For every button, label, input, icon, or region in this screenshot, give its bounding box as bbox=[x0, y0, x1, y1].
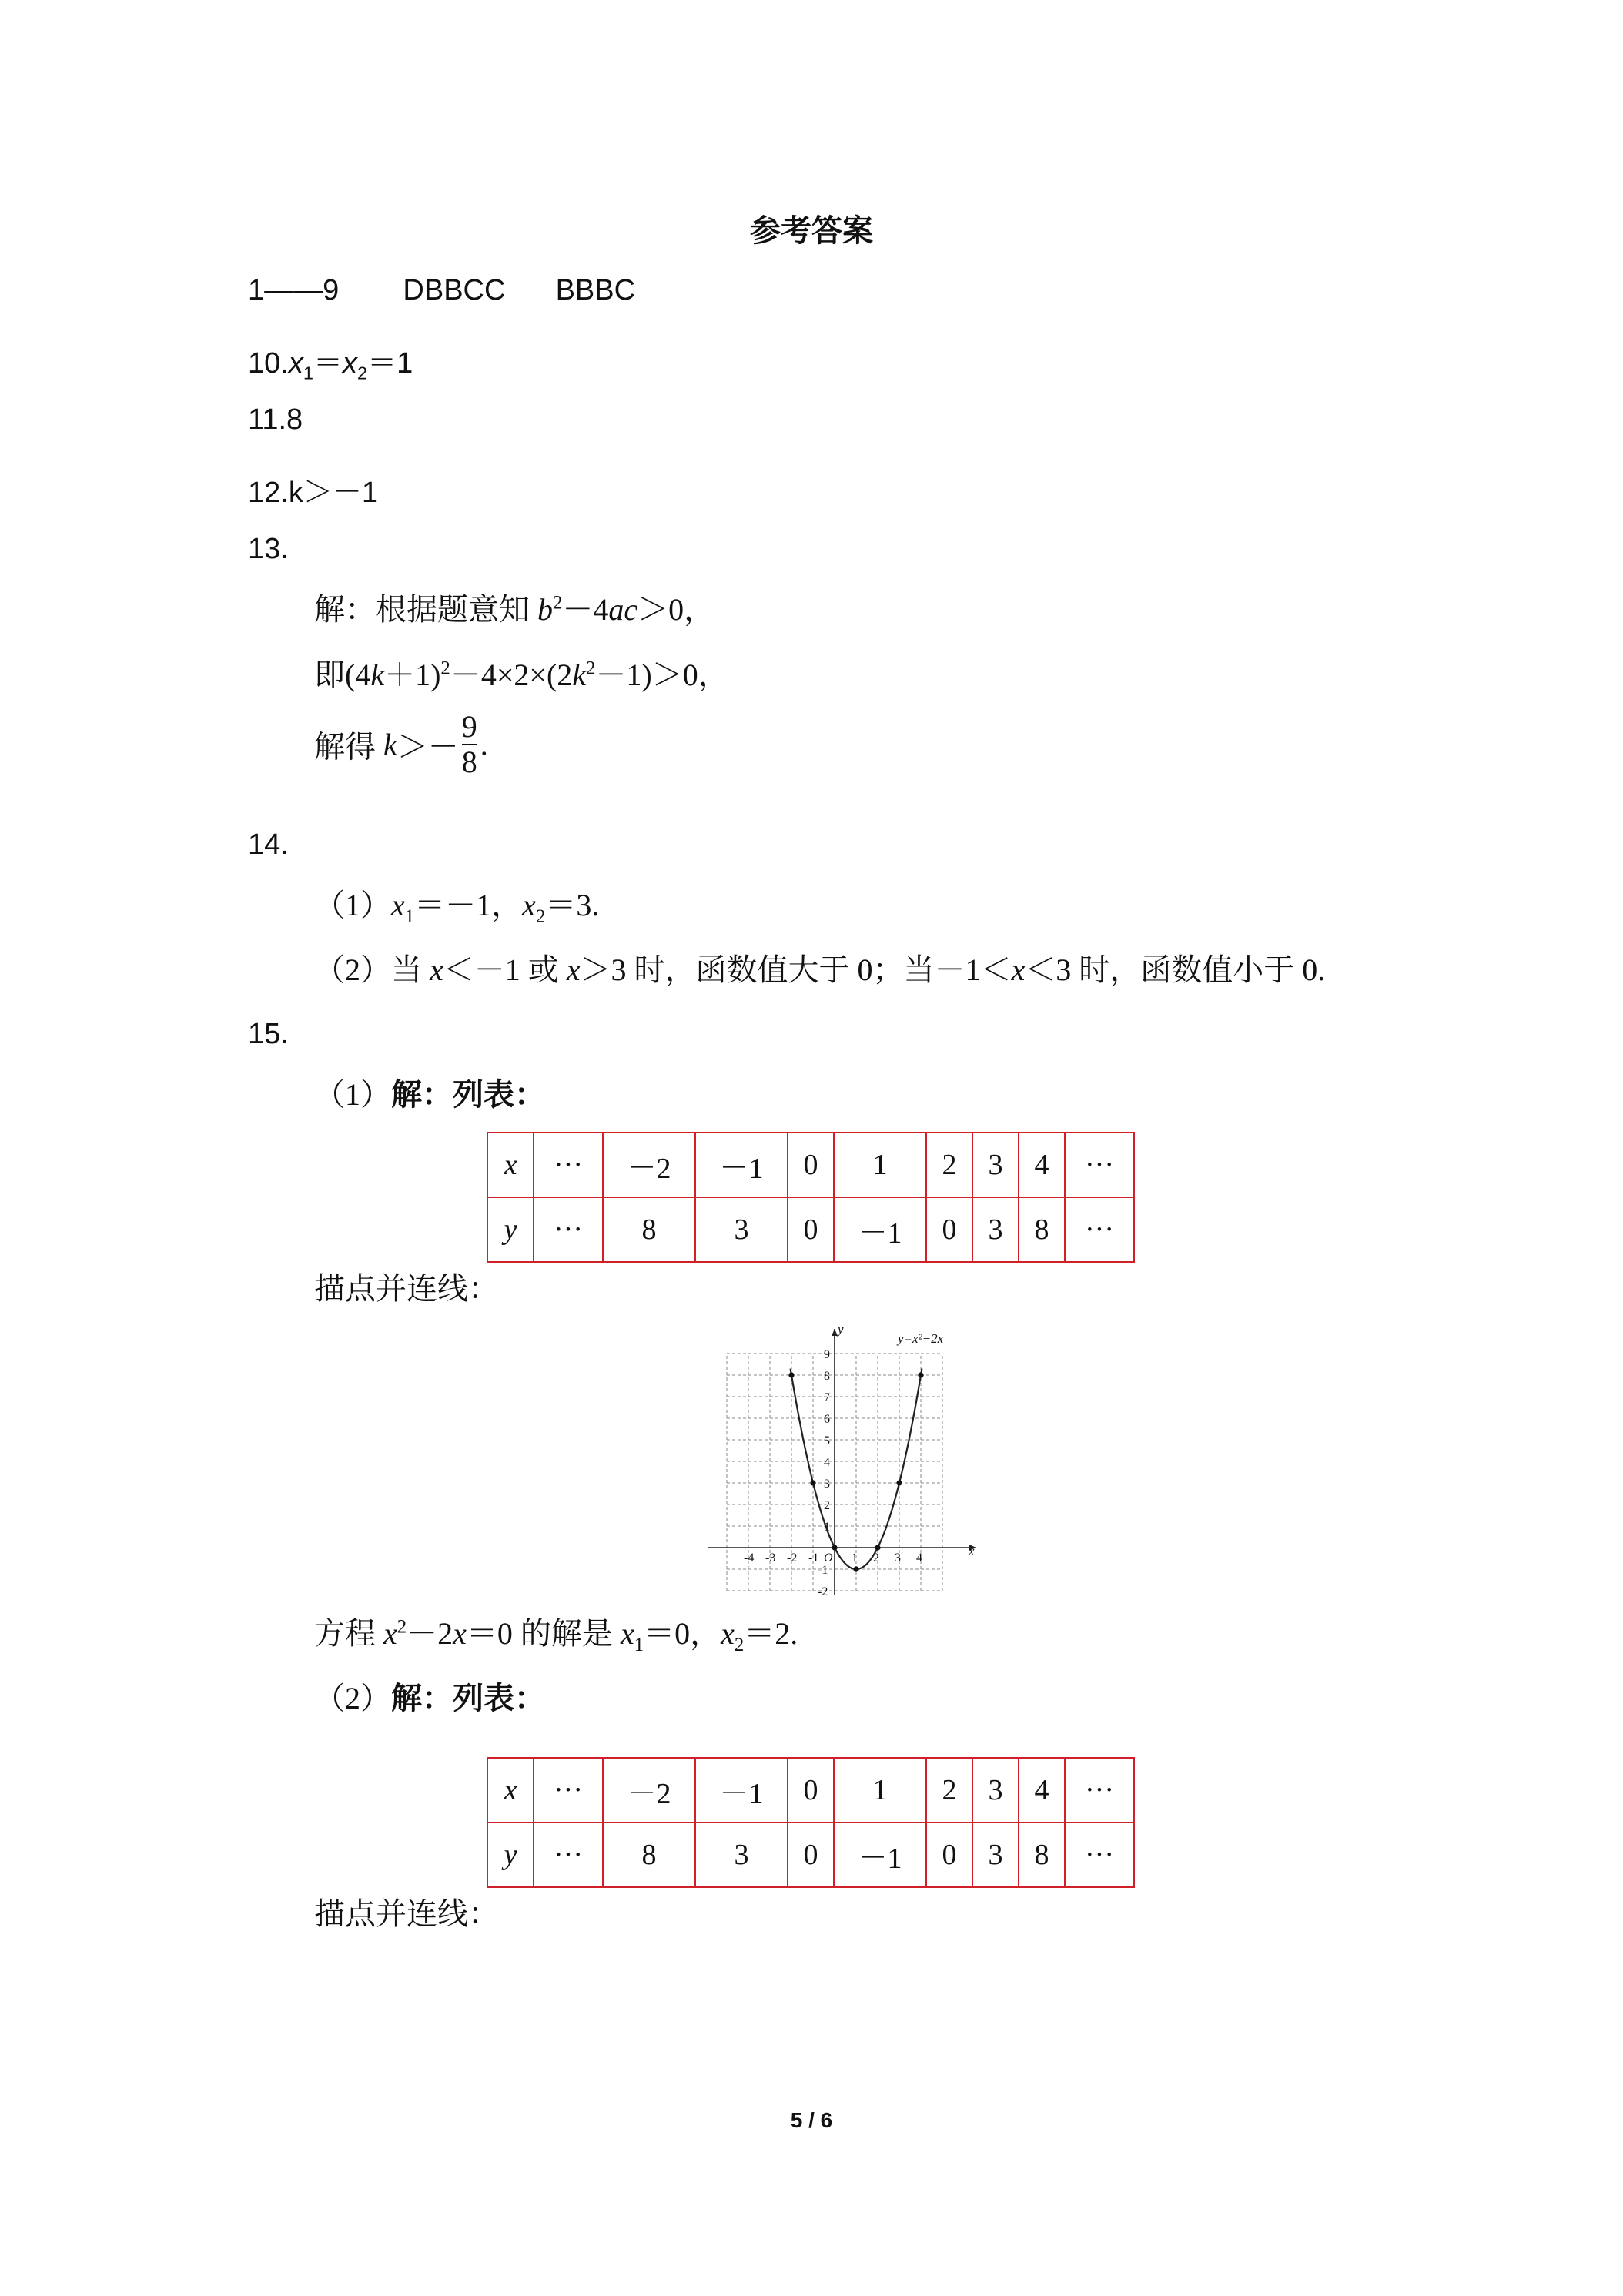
y-tick-label: 6 bbox=[824, 1413, 830, 1426]
data-point bbox=[853, 1566, 858, 1571]
text: ＞3 时，函数值大于 0；当－1＜ bbox=[580, 952, 1012, 987]
table-cell: ··· bbox=[534, 1822, 603, 1887]
answer-group-1: DBBCC bbox=[403, 274, 506, 306]
text: ＝3. bbox=[545, 888, 600, 922]
table-cell: 4 bbox=[1019, 1758, 1065, 1822]
equation-solution bbox=[314, 1609, 798, 1656]
table-cell: 3 bbox=[972, 1758, 1019, 1822]
data-point bbox=[810, 1480, 815, 1485]
table-cell: 3 bbox=[972, 1197, 1019, 1262]
y-axis-arrow bbox=[832, 1329, 838, 1336]
var-k: k bbox=[370, 658, 385, 692]
table-header-y: y bbox=[487, 1822, 534, 1887]
table-cell: 8 bbox=[603, 1822, 695, 1887]
plot-instruction-1: 描点并连线： bbox=[314, 1271, 499, 1306]
answer-14-part-1 bbox=[314, 881, 599, 928]
y-tick-label: 5 bbox=[824, 1434, 830, 1448]
text: ＜3 时，函数值小于 0. bbox=[1025, 952, 1326, 987]
answer-13-line-2 bbox=[314, 651, 729, 694]
text: （1） bbox=[314, 888, 391, 922]
y-tick-label: 3 bbox=[824, 1478, 830, 1491]
answer-10-number: 10. bbox=[248, 347, 289, 380]
answer-11: 11.8 bbox=[248, 403, 303, 436]
text: －2 bbox=[407, 1616, 453, 1651]
table-cell: －1 bbox=[834, 1822, 926, 1887]
answer-13-number: 13. bbox=[248, 533, 289, 565]
table-header-y: y bbox=[487, 1197, 534, 1262]
exponent: 2 bbox=[440, 658, 450, 679]
var-x: x bbox=[453, 1616, 467, 1651]
answer-10-value: ＝1 bbox=[367, 347, 413, 380]
y-tick-label: -1 bbox=[818, 1564, 828, 1577]
table-cell: －2 bbox=[603, 1133, 695, 1197]
text: ＝2. bbox=[744, 1616, 798, 1651]
x-axis-label: x bbox=[969, 1544, 975, 1558]
subscript-2: 2 bbox=[356, 363, 368, 383]
var-b: b bbox=[537, 592, 553, 627]
fraction-denominator: 8 bbox=[461, 745, 477, 779]
x-tick-label: 1 bbox=[852, 1551, 858, 1565]
parabola-graph bbox=[708, 1324, 986, 1605]
subscript: 2 bbox=[734, 1635, 745, 1655]
table-cell: 0 bbox=[788, 1197, 834, 1262]
x-tick-label: 2 bbox=[873, 1551, 879, 1565]
answer-15-part-2-heading bbox=[314, 1674, 545, 1718]
var-x: x bbox=[288, 347, 303, 380]
text: 解：列表： bbox=[391, 1077, 545, 1112]
var-x: x bbox=[391, 888, 405, 922]
text: －1)＞0， bbox=[595, 658, 729, 692]
answer-15-number: 15. bbox=[248, 1018, 289, 1050]
table-cell: －1 bbox=[695, 1133, 788, 1197]
var-x: x bbox=[1011, 952, 1026, 987]
table-row-y bbox=[487, 1822, 1134, 1887]
table-cell: 4 bbox=[1019, 1133, 1065, 1197]
var-x: x bbox=[620, 1616, 634, 1651]
table-cell: ··· bbox=[534, 1758, 603, 1822]
answer-14-part-2 bbox=[314, 946, 1325, 989]
var-x: x bbox=[522, 888, 536, 922]
page-title: 参考答案 bbox=[750, 214, 873, 248]
var-k: k bbox=[572, 658, 587, 692]
answer-group-2: BBBC bbox=[555, 274, 636, 306]
plot-instruction-2: 描点并连线： bbox=[314, 1896, 499, 1931]
subscript-1: 1 bbox=[303, 363, 313, 383]
var-x: x bbox=[566, 952, 581, 987]
table-cell: 8 bbox=[1019, 1822, 1065, 1887]
table-cell: 1 bbox=[834, 1133, 926, 1197]
table-cell: 0 bbox=[926, 1822, 972, 1887]
subscript: 1 bbox=[404, 906, 415, 927]
answer-12: 12.k＞－1 bbox=[248, 477, 378, 509]
page-number: 5 / 6 bbox=[790, 2108, 833, 2132]
table-cell: 3 bbox=[695, 1197, 788, 1262]
text: 解：列表： bbox=[391, 1681, 545, 1715]
y-tick-label: 2 bbox=[824, 1499, 830, 1512]
text: 解：根据题意知 bbox=[314, 592, 537, 627]
table-cell: ··· bbox=[534, 1197, 603, 1262]
table-cell: 2 bbox=[926, 1133, 972, 1197]
value-table-2 bbox=[487, 1757, 1135, 1888]
table-row-y bbox=[487, 1197, 1134, 1262]
table-cell: 0 bbox=[926, 1197, 972, 1262]
table-header-x: x bbox=[487, 1758, 534, 1822]
text: ＞－ bbox=[397, 729, 459, 765]
fraction-numerator: 9 bbox=[461, 709, 477, 744]
table-header-x: x bbox=[487, 1133, 534, 1197]
subscript: 2 bbox=[535, 906, 546, 927]
table-cell: ··· bbox=[1065, 1758, 1134, 1822]
exponent: 2 bbox=[586, 658, 596, 679]
var-x: x bbox=[383, 1616, 397, 1651]
fraction bbox=[462, 710, 477, 779]
answer-10 bbox=[248, 339, 413, 384]
text: －4×2×(2 bbox=[450, 658, 573, 692]
x-tick-label: 4 bbox=[916, 1551, 922, 1565]
x-tick-label: 3 bbox=[895, 1551, 901, 1565]
answer-range: 1——9 bbox=[248, 274, 340, 306]
var-x: x bbox=[430, 952, 443, 987]
exponent: 2 bbox=[397, 1616, 407, 1638]
function-label: y=x²−2x bbox=[898, 1331, 944, 1346]
text: 即(4 bbox=[314, 658, 371, 692]
text: （2）当 bbox=[314, 952, 430, 987]
table-row-x bbox=[487, 1758, 1134, 1822]
table-cell: ··· bbox=[1065, 1133, 1134, 1197]
parabola-curve bbox=[791, 1369, 922, 1569]
text: －4 bbox=[562, 592, 609, 627]
table-row-x bbox=[487, 1133, 1134, 1197]
x-tick-label: -2 bbox=[787, 1551, 798, 1565]
answer-15-part-1-heading bbox=[314, 1070, 545, 1114]
x-tick-label: -1 bbox=[808, 1551, 819, 1565]
data-point bbox=[896, 1480, 902, 1485]
y-tick-label: 4 bbox=[824, 1456, 830, 1469]
y-tick-label: -2 bbox=[818, 1585, 828, 1598]
data-point bbox=[788, 1372, 794, 1377]
text: 方程 bbox=[314, 1616, 383, 1651]
table-cell: 0 bbox=[788, 1822, 834, 1887]
text: ＝0 的解是 bbox=[466, 1616, 621, 1651]
subscript: 1 bbox=[634, 1635, 644, 1655]
text: 解得 bbox=[314, 729, 383, 765]
table-cell: 0 bbox=[788, 1133, 834, 1197]
text: ＞0， bbox=[637, 592, 715, 627]
text: ＝－1， bbox=[414, 888, 523, 922]
table-cell: －2 bbox=[603, 1758, 695, 1822]
value-table-1 bbox=[487, 1132, 1135, 1263]
x-tick-label: -4 bbox=[744, 1551, 755, 1565]
y-tick-label: 8 bbox=[824, 1370, 830, 1383]
var-k: k bbox=[383, 727, 397, 762]
table-cell: －1 bbox=[695, 1758, 788, 1822]
text: （1） bbox=[314, 1077, 391, 1112]
text: . bbox=[480, 727, 488, 762]
x-tick-label: -3 bbox=[765, 1551, 776, 1565]
answer-1-9 bbox=[248, 274, 635, 307]
answer-13-line-1 bbox=[314, 585, 714, 629]
table-cell: ··· bbox=[534, 1133, 603, 1197]
y-axis-label: y bbox=[838, 1324, 844, 1337]
text: ＋1) bbox=[384, 658, 441, 692]
equals-sign: ＝ bbox=[313, 347, 343, 380]
table-cell: 3 bbox=[972, 1133, 1019, 1197]
exponent: 2 bbox=[553, 592, 563, 614]
answer-13-line-3 bbox=[314, 710, 488, 779]
table-cell: 1 bbox=[834, 1758, 926, 1822]
table-cell: 8 bbox=[603, 1197, 695, 1262]
table-cell: 3 bbox=[972, 1822, 1019, 1887]
table-cell: 2 bbox=[926, 1758, 972, 1822]
var-x: x bbox=[721, 1616, 735, 1651]
text: ＜－1 或 bbox=[443, 952, 567, 987]
x-tick-label: O bbox=[824, 1551, 833, 1565]
var-ac: ac bbox=[608, 592, 638, 627]
answer-14-number: 14. bbox=[248, 828, 289, 861]
data-point bbox=[832, 1545, 837, 1550]
text: （2） bbox=[314, 1681, 391, 1715]
text: ＝0， bbox=[644, 1616, 721, 1651]
table-cell: 3 bbox=[695, 1822, 788, 1887]
table-cell: 0 bbox=[788, 1758, 834, 1822]
data-point bbox=[875, 1545, 880, 1550]
table-cell: 8 bbox=[1019, 1197, 1065, 1262]
y-tick-label: 9 bbox=[824, 1348, 830, 1361]
table-cell: ··· bbox=[1065, 1822, 1134, 1887]
var-x: x bbox=[342, 347, 357, 380]
table-cell: －1 bbox=[834, 1197, 926, 1262]
y-tick-label: 7 bbox=[824, 1391, 830, 1404]
data-point bbox=[918, 1372, 923, 1377]
graph-tick-labels bbox=[744, 1348, 922, 1598]
table-cell: ··· bbox=[1065, 1197, 1134, 1262]
y-tick-label: 1 bbox=[824, 1521, 830, 1534]
